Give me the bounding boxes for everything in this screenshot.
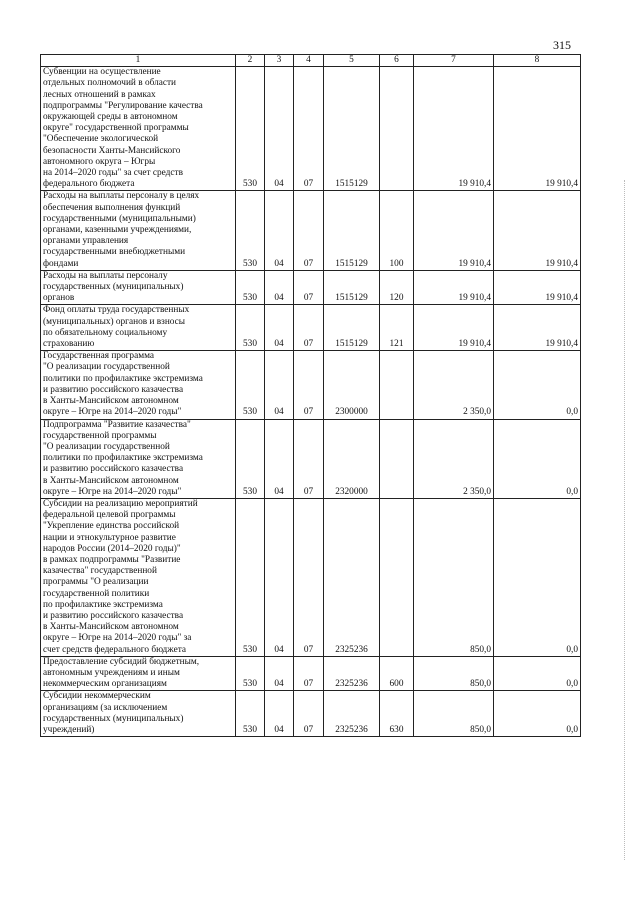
col-header-8: 8: [494, 55, 581, 67]
cell-col-5: 2300000: [324, 351, 380, 419]
cell-col-6: 100: [380, 191, 414, 270]
col-header-3: 3: [265, 55, 294, 67]
cell-col-8: 0,0: [494, 498, 581, 656]
cell-col-7: 19 910,4: [414, 67, 494, 191]
col-header-5: 5: [324, 55, 380, 67]
col-header-4: 4: [294, 55, 324, 67]
cell-col-7: 19 910,4: [414, 270, 494, 305]
cell-col-8: 0,0: [494, 351, 581, 419]
cell-col-4: 07: [294, 691, 324, 737]
table-row: [41, 691, 581, 737]
cell-col-6: [380, 67, 414, 191]
scan-margin-mark: [624, 180, 626, 860]
cell-col-8: 0,0: [494, 419, 581, 498]
cell-col-6: 630: [380, 691, 414, 737]
cell-col-3: 04: [265, 305, 294, 351]
table-row: [41, 191, 581, 270]
page-number: 315: [553, 38, 571, 52]
cell-col-3: 04: [265, 191, 294, 270]
cell-col-6: [380, 498, 414, 656]
cell-col-8: 19 910,4: [494, 191, 581, 270]
table-row: [41, 67, 581, 191]
cell-col-4: 07: [294, 498, 324, 656]
cell-name: Субвенции на осуществление отдельных полномочий в области лесных отношений в рамках подпрограммы "Регулирование качества окружающей среды в автономном округе" государственной программы "Обеспечение экологической безопасности Ханты-Мансийского автономного округа – Югры на 2014–2020 годы" за счет средств федерального бюджета: [41, 67, 236, 191]
col-header-1: 1: [41, 55, 236, 67]
cell-name: Подпрограмма "Развитие казачества" государственной программы "О реализации государственной политики по профилактике экстремизма и развитию российского казачества в Ханты-Мансийском автономном округе – Югре на 2014–2020 годы": [41, 419, 236, 498]
cell-col-2: 530: [236, 351, 265, 419]
table-row: [41, 305, 581, 351]
cell-col-6: 120: [380, 270, 414, 305]
cell-col-7: 850,0: [414, 691, 494, 737]
cell-name: Фонд оплаты труда государственных (муниципальных) органов и взносы по обязательному социальному страхованию: [41, 305, 236, 351]
cell-col-5: 1515129: [324, 191, 380, 270]
cell-col-6: [380, 351, 414, 419]
cell-col-7: 19 910,4: [414, 305, 494, 351]
cell-name: Расходы на выплаты персоналу в целях обеспечения выполнения функций государственными (муниципальными) органами, казенными учреждениями, органами управления государственными внебюджетными фондами: [41, 191, 236, 270]
table-row: [41, 498, 581, 656]
cell-col-8: 0,0: [494, 691, 581, 737]
cell-col-4: 07: [294, 351, 324, 419]
cell-col-2: 530: [236, 656, 265, 691]
cell-col-6: 121: [380, 305, 414, 351]
cell-col-4: 07: [294, 67, 324, 191]
table-row: [41, 419, 581, 498]
cell-col-7: 850,0: [414, 498, 494, 656]
cell-col-3: 04: [265, 691, 294, 737]
cell-col-7: 2 350,0: [414, 419, 494, 498]
cell-col-4: 07: [294, 305, 324, 351]
cell-col-3: 04: [265, 656, 294, 691]
header-row: [41, 55, 581, 67]
cell-col-2: 530: [236, 498, 265, 656]
cell-name: Расходы на выплаты персоналу государственных (муниципальных) органов: [41, 270, 236, 305]
cell-col-2: 530: [236, 305, 265, 351]
cell-col-7: 19 910,4: [414, 191, 494, 270]
cell-name: Государственная программа "О реализации государственной политики по профилактике экстремизма и развитию российского казачества в Ханты-Мансийском автономном округе – Югре на 2014–2020 годы": [41, 351, 236, 419]
cell-col-7: 2 350,0: [414, 351, 494, 419]
table-row: [41, 270, 581, 305]
cell-col-8: 19 910,4: [494, 270, 581, 305]
cell-col-3: 04: [265, 498, 294, 656]
cell-col-8: 19 910,4: [494, 67, 581, 191]
cell-col-5: 2325236: [324, 656, 380, 691]
cell-col-4: 07: [294, 270, 324, 305]
cell-name: Субсидии некоммерческим организациям (за исключением государственных (муниципальных) учреждений): [41, 691, 236, 737]
cell-col-7: 850,0: [414, 656, 494, 691]
cell-col-5: 1515129: [324, 270, 380, 305]
cell-col-8: 19 910,4: [494, 305, 581, 351]
cell-col-2: 530: [236, 419, 265, 498]
cell-col-2: 530: [236, 191, 265, 270]
col-header-2: 2: [236, 55, 265, 67]
cell-col-4: 07: [294, 419, 324, 498]
budget-table: [40, 54, 581, 737]
table-row: [41, 351, 581, 419]
cell-name: Предоставление субсидий бюджетным, автономным учреждениям и иным некоммерческим организациям: [41, 656, 236, 691]
cell-col-5: 2325236: [324, 691, 380, 737]
table-row: [41, 656, 581, 691]
cell-col-6: 600: [380, 656, 414, 691]
col-header-7: 7: [414, 55, 494, 67]
cell-col-2: 530: [236, 67, 265, 191]
cell-col-3: 04: [265, 270, 294, 305]
cell-col-2: 530: [236, 270, 265, 305]
cell-col-3: 04: [265, 419, 294, 498]
cell-col-5: 1515129: [324, 67, 380, 191]
cell-col-5: 2325236: [324, 498, 380, 656]
cell-col-6: [380, 419, 414, 498]
cell-col-8: 0,0: [494, 656, 581, 691]
cell-col-4: 07: [294, 656, 324, 691]
cell-name: Субсидии на реализацию мероприятий федеральной целевой программы "Укрепление единства российской нации и этнокультурное развитие народов России (2014–2020 годы)" в рамках подпрограммы "Развитие казачества" государственной программы "О реализации государственной политики по профилактике экстремизма и развитию российского казачества в Ханты-Мансийском автономном округе – Югре на 2014–2020 годы" за счет средств федерального бюджета: [41, 498, 236, 656]
cell-col-5: 1515129: [324, 305, 380, 351]
col-header-6: 6: [380, 55, 414, 67]
cell-col-5: 2320000: [324, 419, 380, 498]
cell-col-3: 04: [265, 67, 294, 191]
cell-col-2: 530: [236, 691, 265, 737]
cell-col-3: 04: [265, 351, 294, 419]
cell-col-4: 07: [294, 191, 324, 270]
